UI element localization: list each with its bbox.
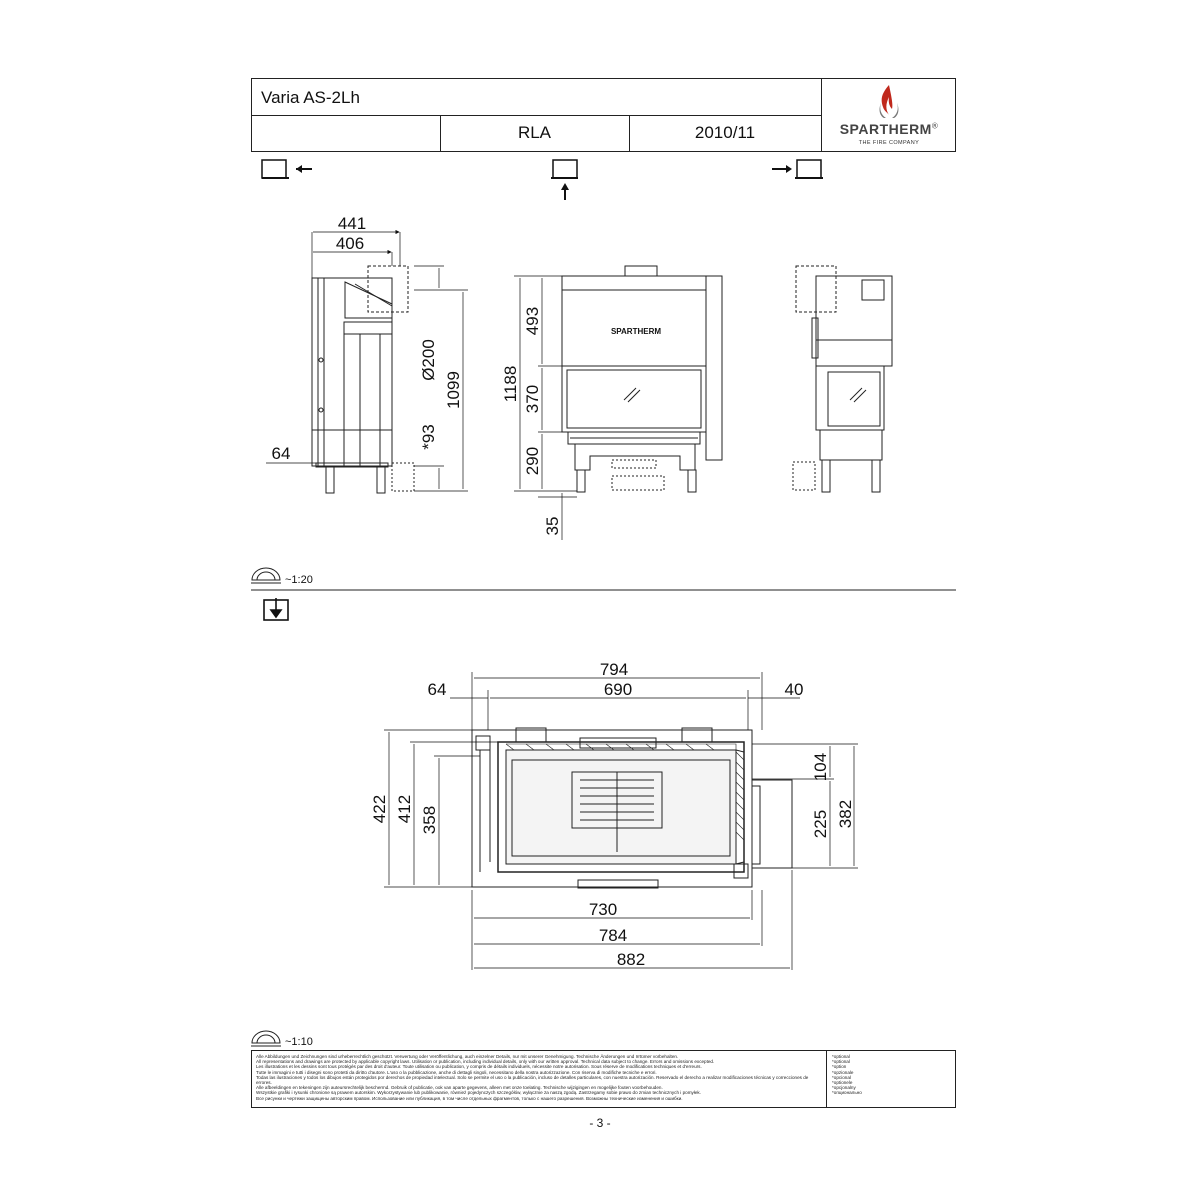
page-number: - 3 -: [589, 1116, 611, 1130]
dim-382: 382: [836, 799, 855, 829]
dim-200: Ø200: [419, 339, 438, 381]
side-view-left: [312, 266, 414, 493]
dim-93: *93: [419, 424, 438, 450]
side-left-dimensions: [266, 214, 468, 491]
dim-225: 225: [811, 809, 830, 839]
dim-64: 64: [271, 444, 291, 463]
dim-1188: 1188: [501, 365, 520, 403]
dim-1099: 1099: [444, 371, 463, 409]
dim-690: 690: [603, 680, 633, 699]
logo-wordmark: SPARTHERM®: [839, 121, 939, 137]
disclaimer-text: Alle Abbildungen und Zeichnungen sind urheberrechtlich geschützt. Verwertung oder Veröffentlichung, auch einzelner Details, nur mit unserer Genehmigung. Technische Änderungen und Irrtümer vorbehalten. All representations and drawings are protected by applicable copyright laws. Utilisation or publication, including individual details, only with our written approval. Technical data subject to change. Errors and omissions excepted. Les illustrations et les dessins sont tous protégés par des droit d'auteur. Toute utilisation ou publication, y compris de détails individuels, nécessite notre autorisation. Sous réserve de modifications techniques et d'erreurs. Tutte le immagini e tutti i disegni sono protetti da diritto d'autore. L'uso o la pubblicazione, anche di dettagli singoli, necessitano della nostra autorizzazione. Con riserva di modifiche tecniche e errori. Todas las ilustraciones y todos los dibujos están protegidos por derechos de propiedad intelectual. Solo se permite el uso o la publicación, incluso de detalles particulares, con nuestra autorización. Reservado el derecho a realizar modificaciones técnicas y correcciones de errores. Alle afbeeldingen en tekeningen zijn auteursrechtelijk beschermd. Gebruik of publicatie, ook van aparte gegevens, alleen met onze toelating. Technische wijzigingen en mogelijke fouten voorbehouden. Wszystkie grafiki i rysunki chronione są prawem autorskim. Wykorzystywanie lub publikowanie, również pojedynczych szczegółów, wyłącznie za naszą zgodą. Zastrzegamy sobie prawo do zmian technicznych i pomyłek. Все рисунки и чертежи защищены авторским правом. Использование или публикация, в том числе отдельных фрагментов, только с нашего разрешения. Возможны технические изменения и ошибки.: [256, 1054, 809, 1101]
scale-icon: [251, 568, 281, 583]
front-view: [562, 266, 722, 492]
side-view-right: [793, 266, 892, 492]
logo-tagline: THE FIRE COMPANY: [858, 140, 920, 146]
front-logo: SPARTHERM: [610, 327, 662, 336]
dim-35: 35: [543, 516, 562, 536]
dim-290: 290: [523, 446, 542, 476]
scale-icon: [251, 1031, 281, 1046]
dim-422: 422: [370, 794, 389, 824]
view-top-icon: [264, 598, 288, 620]
dim-441: 441: [337, 214, 367, 233]
dim-358: 358: [420, 805, 439, 835]
dim-406: 406: [335, 234, 365, 253]
scale-label-1: ~1:20: [285, 574, 313, 586]
optional-legend: *optional *optional *option *opzionale *opcional *optionele *opcjonalny *опционально: [832, 1054, 862, 1096]
dim-40: 40: [784, 680, 804, 699]
dim-730: 730: [588, 900, 618, 919]
header-code: RLA: [517, 123, 552, 142]
divider: [826, 1051, 827, 1107]
dim-493: 493: [523, 306, 542, 336]
dim-784: 784: [598, 926, 628, 945]
dim-370: 370: [523, 384, 542, 414]
dim-104: 104: [811, 752, 830, 782]
dim-64-plan: 64: [427, 680, 447, 699]
copyright-disclaimer: [251, 1050, 956, 1108]
view-front-icon: [551, 160, 578, 200]
scale-label-2: ~1:10: [285, 1036, 313, 1048]
plan-view: [472, 728, 792, 888]
dim-412: 412: [395, 794, 414, 824]
dim-794: 794: [599, 660, 629, 679]
dim-882: 882: [616, 950, 646, 969]
header-date: 2010/11: [694, 123, 756, 142]
view-left-icon: [262, 160, 312, 178]
view-right-icon: [772, 160, 823, 178]
model-title: Varia AS-2Lh: [261, 88, 360, 107]
